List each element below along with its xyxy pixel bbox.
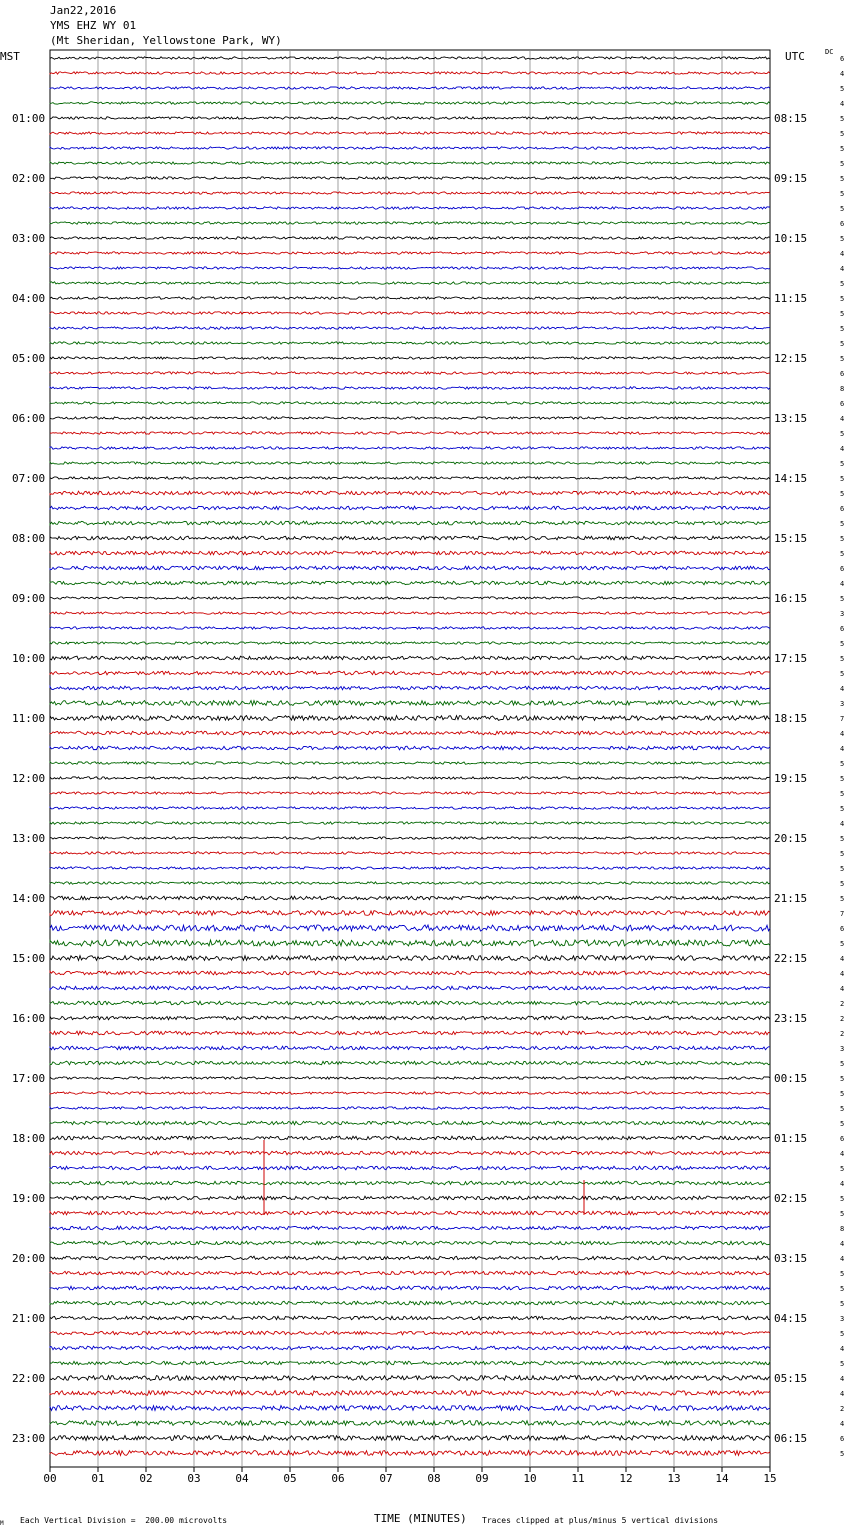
left-hour-label: 10:00 <box>12 652 46 665</box>
right-hour-label: 16:15 <box>774 592 808 605</box>
right-hour-label: 11:15 <box>774 292 808 305</box>
right-hour-label: 23:15 <box>774 1012 808 1025</box>
seismic-trace <box>50 882 770 884</box>
dc-offset-label: 5 <box>840 460 845 468</box>
left-hour-label: 18:00 <box>12 1132 46 1145</box>
seismic-trace <box>50 1121 770 1125</box>
seismic-trace <box>50 1181 770 1185</box>
dc-offset-label: 5 <box>840 835 845 843</box>
left-hour-label: 05:00 <box>12 352 46 365</box>
dc-offset-label: 5 <box>840 145 845 153</box>
dc-offset-label: 5 <box>840 1270 845 1278</box>
x-tick-label: 10 <box>523 1472 537 1485</box>
seismic-trace <box>50 402 770 404</box>
dc-offset-label: 5 <box>840 1090 845 1098</box>
helicorder-date: Jan22,2016 <box>50 4 117 17</box>
dc-offset-label: 4 <box>840 1255 845 1263</box>
dc-offset-label: 4 <box>840 745 845 753</box>
right-hour-label: 02:15 <box>774 1192 808 1205</box>
seismic-trace <box>50 792 770 794</box>
dc-offset-label: 3 <box>840 1045 845 1053</box>
x-tick-label: 00 <box>43 1472 57 1485</box>
dc-offset-label: 6 <box>840 1135 845 1143</box>
seismic-trace <box>50 852 770 854</box>
x-tick-label: 07 <box>379 1472 393 1485</box>
dc-offset-label: 4 <box>840 250 845 258</box>
dc-offset-label: 6 <box>840 220 845 228</box>
dc-offset-label: 5 <box>840 205 845 213</box>
dc-offset-label: 4 <box>840 1420 845 1428</box>
dc-offset-label: 5 <box>840 1195 845 1203</box>
left-hour-label: 16:00 <box>12 1012 46 1025</box>
seismic-trace <box>50 477 770 479</box>
seismic-trace <box>50 1421 770 1426</box>
dc-offset-label: 5 <box>840 805 845 813</box>
dc-offset-label: 5 <box>840 355 845 363</box>
seismic-trace <box>50 867 770 869</box>
x-tick-label: 08 <box>427 1472 441 1485</box>
seismic-trace <box>50 1331 770 1335</box>
seismic-trace <box>50 1226 770 1230</box>
dc-offset-label: 5 <box>840 775 845 783</box>
dc-offset-label: 5 <box>840 475 845 483</box>
seismic-trace <box>50 971 770 975</box>
dc-offset-label: 5 <box>840 160 845 168</box>
x-tick-label: 13 <box>667 1472 681 1485</box>
seismic-trace <box>50 132 770 134</box>
seismic-trace <box>50 627 770 629</box>
dc-offset-label: 6 <box>840 400 845 408</box>
seismic-trace <box>50 896 770 900</box>
seismic-trace <box>50 597 770 599</box>
dc-offset-label: 6 <box>840 370 845 378</box>
dc-offset-label: 5 <box>840 895 845 903</box>
x-axis-title: TIME (MINUTES) <box>374 1512 467 1525</box>
dc-offset-label: 5 <box>840 325 845 333</box>
dc-offset-label: 5 <box>840 790 845 798</box>
seismic-trace <box>50 1271 770 1275</box>
x-tick-label: 01 <box>91 1472 105 1485</box>
seismic-trace <box>50 177 770 179</box>
seismic-trace <box>50 506 770 510</box>
dc-offset-label: 7 <box>840 715 845 723</box>
seismic-trace <box>50 372 770 374</box>
seismic-trace <box>50 686 770 690</box>
seismic-trace <box>50 387 770 389</box>
dc-offset-label: 6 <box>840 925 845 933</box>
seismic-trace <box>50 566 770 570</box>
seismic-trace <box>50 192 770 194</box>
left-hour-label: 17:00 <box>12 1072 46 1085</box>
seismic-trace <box>50 1361 770 1365</box>
seismic-trace <box>50 102 770 104</box>
seismic-trace <box>50 447 770 449</box>
left-hour-label: 19:00 <box>12 1192 46 1205</box>
right-hour-label: 01:15 <box>774 1132 808 1145</box>
seismic-trace <box>50 1451 770 1456</box>
right-timezone-label: UTC <box>785 50 805 63</box>
seismic-trace <box>50 462 770 464</box>
dc-offset-label: 7 <box>840 910 845 918</box>
right-hour-label: 06:15 <box>774 1432 808 1445</box>
seismic-trace <box>50 1376 770 1381</box>
dc-offset-label: 5 <box>840 1165 845 1173</box>
seismic-trace <box>50 807 770 809</box>
left-hour-label: 14:00 <box>12 892 46 905</box>
dc-offset-label: 4 <box>840 1375 845 1383</box>
seismic-trace <box>50 716 770 721</box>
x-tick-label: 14 <box>715 1472 729 1485</box>
seismic-trace <box>50 147 770 149</box>
dc-offset-label: 2 <box>840 1405 845 1413</box>
x-tick-label: 03 <box>187 1472 201 1485</box>
right-hour-label: 13:15 <box>774 412 808 425</box>
dc-header-label: DC <box>825 48 834 56</box>
clip-note: Traces clipped at plus/minus 5 vertical divisions <box>482 1516 719 1525</box>
dc-offset-label: 3 <box>840 700 845 708</box>
left-hour-label: 01:00 <box>12 112 46 125</box>
dc-offset-label: 6 <box>840 625 845 633</box>
right-hour-label: 15:15 <box>774 532 808 545</box>
dc-offset-label: 4 <box>840 1150 845 1158</box>
left-hour-label: 20:00 <box>12 1252 46 1265</box>
left-hour-label: 08:00 <box>12 532 46 545</box>
dc-offset-label: 5 <box>840 535 845 543</box>
dc-offset-label: 8 <box>840 385 845 393</box>
seismic-trace <box>50 1092 770 1094</box>
x-tick-label: 11 <box>571 1472 585 1485</box>
seismic-trace <box>50 822 770 824</box>
x-tick-label: 12 <box>619 1472 633 1485</box>
dc-offset-label: 5 <box>840 295 845 303</box>
seismic-trace <box>50 1196 770 1200</box>
dc-offset-label: 5 <box>840 1120 845 1128</box>
dc-offset-label: 4 <box>840 580 845 588</box>
dc-offset-label: 5 <box>840 490 845 498</box>
seismic-trace <box>50 357 770 359</box>
right-hour-label: 09:15 <box>774 172 808 185</box>
seismic-trace <box>50 551 770 555</box>
dc-offset-label: 4 <box>840 265 845 273</box>
seismic-trace <box>50 57 770 59</box>
left-hour-label: 12:00 <box>12 772 46 785</box>
seismic-trace <box>50 312 770 314</box>
left-hour-label: 04:00 <box>12 292 46 305</box>
seismic-trace <box>50 642 770 644</box>
corner-mark: M <box>0 1520 4 1527</box>
dc-offset-label: 5 <box>840 1450 845 1458</box>
seismic-trace <box>50 1136 770 1140</box>
dc-offset-label: 5 <box>840 1300 845 1308</box>
right-hour-label: 17:15 <box>774 652 808 665</box>
seismic-trace <box>50 1406 770 1411</box>
seismic-trace <box>50 911 770 916</box>
right-hour-label: 03:15 <box>774 1252 808 1265</box>
right-hour-label: 22:15 <box>774 952 808 965</box>
helicorder-location: (Mt Sheridan, Yellowstone Park, WY) <box>50 34 282 47</box>
seismic-trace <box>50 656 770 660</box>
scale-note: Each Vertical Division = 200.00 microvolts <box>20 1516 228 1525</box>
seismic-trace <box>50 581 770 585</box>
x-tick-label: 15 <box>763 1472 777 1485</box>
seismic-trace <box>50 521 770 525</box>
seismic-trace <box>50 837 770 839</box>
left-hour-label: 23:00 <box>12 1432 46 1445</box>
seismic-trace <box>50 701 770 706</box>
x-tick-label: 09 <box>475 1472 489 1485</box>
seismic-trace <box>50 417 770 419</box>
right-hour-label: 10:15 <box>774 232 808 245</box>
left-hour-label: 06:00 <box>12 412 46 425</box>
right-hour-label: 18:15 <box>774 712 808 725</box>
dc-offset-label: 5 <box>840 670 845 678</box>
seismic-trace <box>50 237 770 239</box>
dc-offset-label: 5 <box>840 190 845 198</box>
seismic-trace <box>50 342 770 344</box>
seismic-trace <box>50 1241 770 1245</box>
x-tick-label: 05 <box>283 1472 297 1485</box>
seismic-trace <box>50 612 770 614</box>
seismic-trace <box>50 327 770 329</box>
dc-offset-label: 4 <box>840 1345 845 1353</box>
seismic-trace <box>50 1346 770 1350</box>
seismic-trace <box>50 282 770 284</box>
seismic-trace <box>50 1107 770 1109</box>
dc-offset-label: 3 <box>840 1315 845 1323</box>
x-tick-label: 02 <box>139 1472 153 1485</box>
right-hour-label: 14:15 <box>774 472 808 485</box>
seismic-trace <box>50 252 770 254</box>
dc-offset-label: 4 <box>840 1240 845 1248</box>
dc-offset-label: 5 <box>840 1330 845 1338</box>
seismic-trace <box>50 267 770 269</box>
seismic-trace <box>50 1016 770 1020</box>
dc-offset-label: 4 <box>840 820 845 828</box>
right-hour-label: 04:15 <box>774 1312 808 1325</box>
dc-offset-label: 4 <box>840 685 845 693</box>
dc-offset-label: 4 <box>840 955 845 963</box>
seismic-trace <box>50 207 770 209</box>
seismic-trace <box>50 671 770 675</box>
dc-offset-label: 5 <box>840 430 845 438</box>
left-hour-label: 07:00 <box>12 472 46 485</box>
dc-offset-label: 4 <box>840 445 845 453</box>
seismic-trace <box>50 1436 770 1441</box>
dc-offset-label: 5 <box>840 880 845 888</box>
left-hour-label: 15:00 <box>12 952 46 965</box>
dc-offset-label: 5 <box>840 235 845 243</box>
seismic-trace <box>50 986 770 990</box>
dc-offset-label: 5 <box>840 520 845 528</box>
dc-offset-label: 5 <box>840 1060 845 1068</box>
dc-offset-label: 3 <box>840 610 845 618</box>
dc-offset-label: 4 <box>840 100 845 108</box>
seismic-trace <box>50 1061 770 1065</box>
right-hour-label: 20:15 <box>774 832 808 845</box>
dc-offset-label: 5 <box>840 1285 845 1293</box>
x-tick-label: 04 <box>235 1472 249 1485</box>
seismic-trace <box>50 1077 770 1079</box>
dc-offset-label: 5 <box>840 280 845 288</box>
seismic-trace <box>50 536 770 540</box>
dc-offset-label: 5 <box>840 130 845 138</box>
dc-offset-label: 5 <box>840 175 845 183</box>
seismic-trace <box>50 1151 770 1155</box>
right-hour-label: 12:15 <box>774 352 808 365</box>
dc-offset-label: 5 <box>840 85 845 93</box>
left-hour-label: 21:00 <box>12 1312 46 1325</box>
seismic-trace <box>50 297 770 299</box>
dc-offset-label: 6 <box>840 55 845 63</box>
left-hour-label: 22:00 <box>12 1372 46 1385</box>
right-hour-label: 08:15 <box>774 112 808 125</box>
seismic-trace <box>50 72 770 74</box>
seismic-trace <box>50 1301 770 1305</box>
seismic-trace <box>50 1031 770 1035</box>
dc-offset-label: 5 <box>840 550 845 558</box>
left-hour-label: 09:00 <box>12 592 46 605</box>
seismic-trace <box>50 87 770 89</box>
dc-offset-label: 5 <box>840 115 845 123</box>
dc-offset-label: 2 <box>840 1000 845 1008</box>
dc-offset-label: 5 <box>840 1360 845 1368</box>
dc-offset-label: 2 <box>840 1030 845 1038</box>
seismic-trace <box>50 1001 770 1005</box>
seismic-trace <box>50 940 770 946</box>
dc-offset-label: 5 <box>840 850 845 858</box>
dc-offset-label: 4 <box>840 415 845 423</box>
seismic-trace <box>50 746 770 750</box>
dc-offset-label: 5 <box>840 1105 845 1113</box>
dc-offset-label: 5 <box>840 595 845 603</box>
seismic-trace <box>50 1286 770 1290</box>
right-hour-label: 00:15 <box>774 1072 808 1085</box>
dc-offset-label: 6 <box>840 1435 845 1443</box>
seismic-trace <box>50 1256 770 1260</box>
seismic-trace <box>50 491 770 495</box>
helicorder-station: YMS EHZ WY 01 <box>50 19 137 32</box>
dc-offset-label: 4 <box>840 1180 845 1188</box>
seismic-trace <box>50 1166 770 1170</box>
x-tick-label: 06 <box>331 1472 345 1485</box>
seismic-trace <box>50 222 770 224</box>
plot-frame <box>50 50 770 1467</box>
right-hour-label: 21:15 <box>774 892 808 905</box>
dc-offset-label: 5 <box>840 865 845 873</box>
dc-offset-label: 5 <box>840 1210 845 1218</box>
seismic-trace <box>50 777 770 779</box>
left-hour-label: 02:00 <box>12 172 46 185</box>
left-timezone-label: MST <box>0 50 20 63</box>
dc-offset-label: 4 <box>840 970 845 978</box>
dc-offset-label: 4 <box>840 730 845 738</box>
left-hour-label: 13:00 <box>12 832 46 845</box>
dc-offset-label: 5 <box>840 1075 845 1083</box>
dc-offset-label: 6 <box>840 505 845 513</box>
seismic-trace <box>50 762 770 764</box>
seismic-trace <box>50 925 770 931</box>
dc-offset-label: 4 <box>840 985 845 993</box>
right-hour-label: 05:15 <box>774 1372 808 1385</box>
dc-offset-label: 6 <box>840 565 845 573</box>
dc-offset-label: 8 <box>840 1225 845 1233</box>
seismic-trace <box>50 1316 770 1320</box>
seismic-trace <box>50 1211 770 1215</box>
seismic-trace <box>50 162 770 164</box>
dc-offset-label: 4 <box>840 70 845 78</box>
dc-offset-label: 5 <box>840 310 845 318</box>
dc-offset-label: 5 <box>840 760 845 768</box>
dc-offset-label: 5 <box>840 340 845 348</box>
seismic-trace <box>50 1046 770 1050</box>
right-hour-label: 19:15 <box>774 772 808 785</box>
seismic-trace <box>50 731 770 735</box>
dc-offset-label: 5 <box>840 655 845 663</box>
dc-offset-label: 2 <box>840 1015 845 1023</box>
dc-offset-label: 4 <box>840 1390 845 1398</box>
seismic-trace <box>50 117 770 119</box>
dc-offset-label: 5 <box>840 640 845 648</box>
left-hour-label: 11:00 <box>12 712 46 725</box>
left-hour-label: 03:00 <box>12 232 46 245</box>
dc-offset-label: 5 <box>840 940 845 948</box>
seismic-trace <box>50 1391 770 1396</box>
seismic-trace <box>50 956 770 961</box>
seismic-trace <box>50 432 770 434</box>
